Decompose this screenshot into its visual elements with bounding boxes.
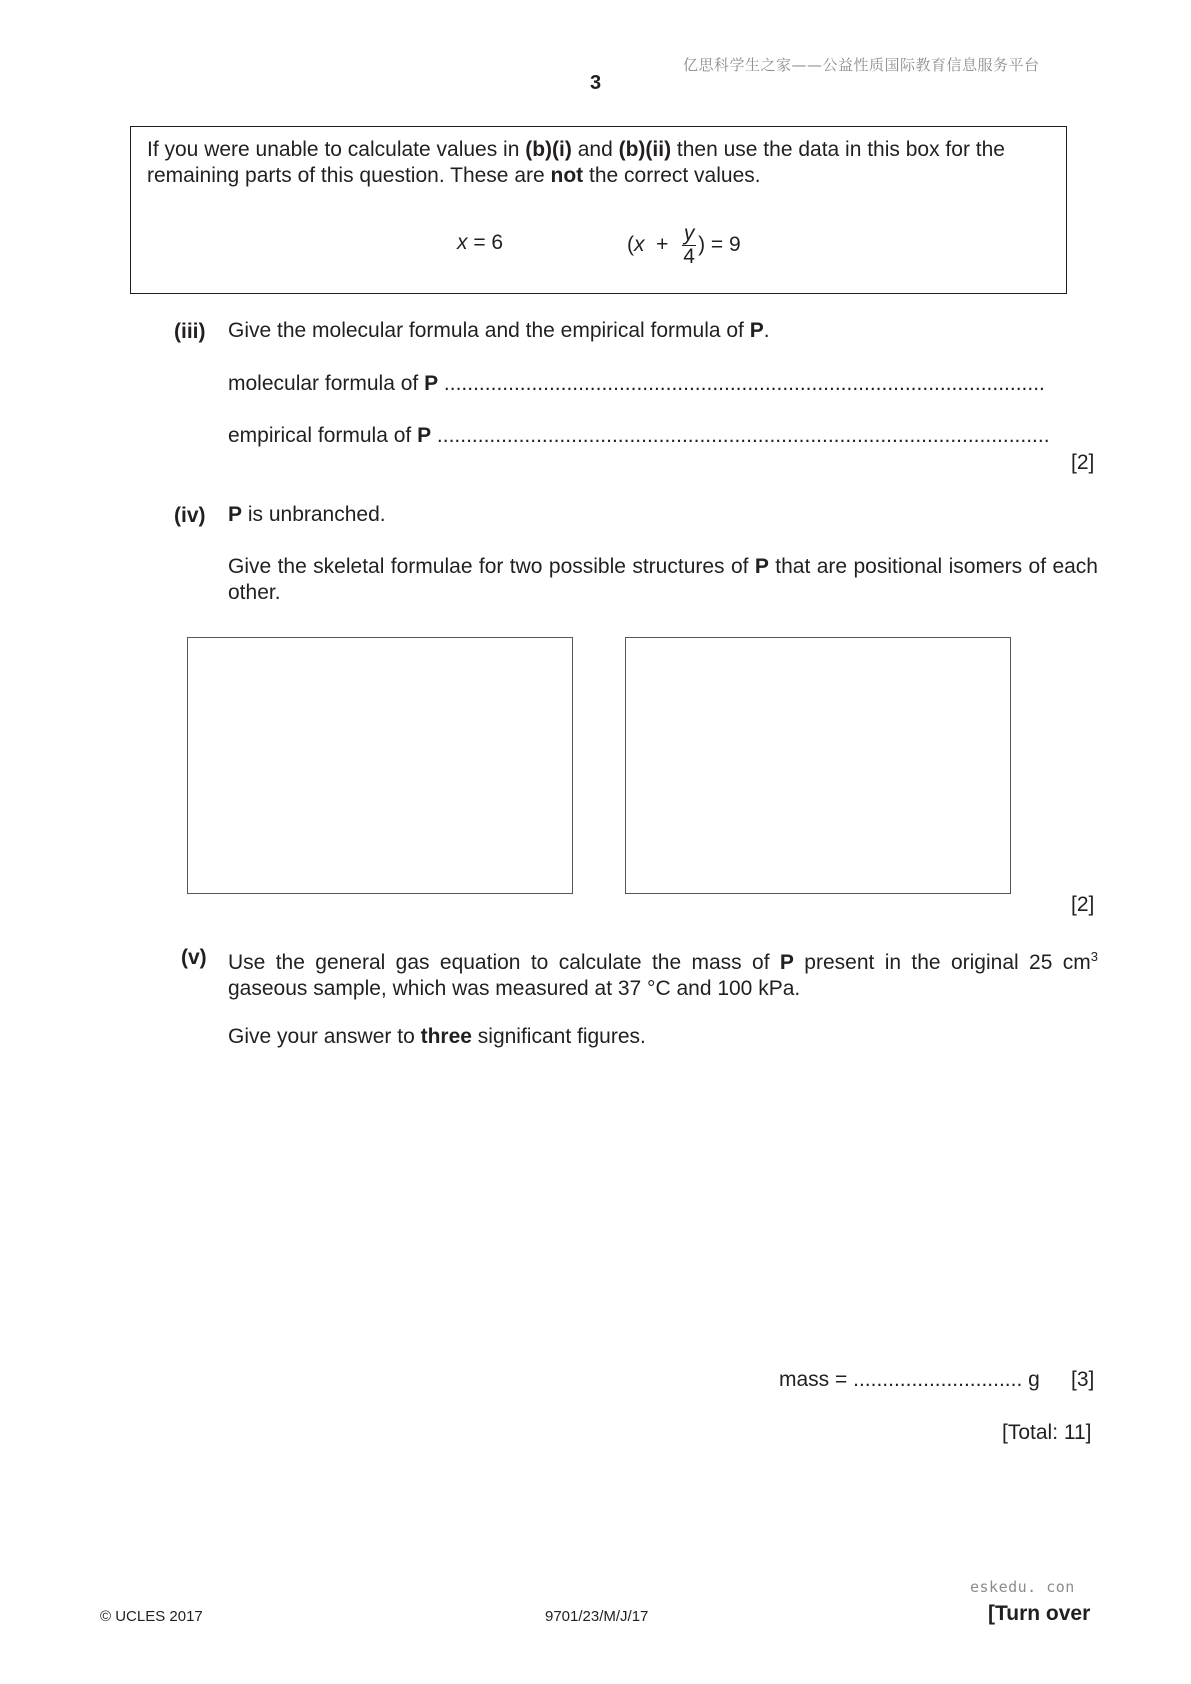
emphasis-three: three: [420, 1025, 472, 1048]
compound-p: P: [424, 372, 439, 395]
question-text: Give the molecular formula and the empirical formula of: [228, 319, 750, 342]
page-number: 3: [590, 72, 602, 94]
compound-p: P: [779, 951, 794, 974]
instruction-ref-bii: (b)(ii): [618, 138, 672, 161]
question-text-v: [228, 944, 1098, 1002]
question-statement-iv: [228, 502, 386, 528]
instruction-text: If you were unable to calculate values in: [147, 138, 526, 161]
answer-dots: .........................................................................................................: [431, 424, 1050, 447]
data-box-instructions: [147, 137, 1052, 189]
variable-x: x: [634, 233, 645, 256]
question-text-iii: [228, 318, 770, 344]
empirical-formula-answer-line[interactable]: [228, 424, 1096, 448]
fraction-numerator: y: [683, 221, 695, 245]
equation-value: ) = 9: [698, 233, 741, 256]
paper-code: 9701/23/M/J/17: [545, 1608, 649, 1625]
equation-plus: +: [644, 233, 681, 256]
equation-paren: (: [627, 233, 634, 256]
marks-v: [3]: [1071, 1368, 1095, 1391]
instruction-text: and: [571, 138, 619, 161]
question-text: Give your answer to: [228, 1025, 421, 1048]
variable-x: x: [457, 231, 468, 254]
fraction-denominator: 4: [683, 244, 695, 268]
skeletal-formula-box-1[interactable]: [187, 637, 573, 894]
answer-label: molecular formula of: [228, 372, 425, 395]
answer-label: empirical formula of: [228, 424, 418, 447]
marks-iv: [2]: [1071, 893, 1095, 916]
question-text: present in the original 25 cm: [793, 951, 1091, 974]
molecular-formula-answer-line[interactable]: [228, 372, 1096, 396]
equation-xy-value: [627, 217, 741, 273]
compound-p: P: [754, 555, 769, 578]
instruction-text: the correct values.: [583, 164, 761, 187]
total-marks: [Total: 11]: [1002, 1421, 1092, 1444]
question-label-iv: (iv): [174, 504, 206, 527]
question-text: significant figures.: [471, 1025, 646, 1048]
question-label-iii: (iii): [174, 320, 206, 343]
sig-fig-instruction: [228, 1024, 646, 1050]
instruction-emphasis: not: [550, 164, 584, 187]
compound-p: P: [417, 424, 432, 447]
watermark-footer: eskedu. con: [970, 1578, 1075, 1596]
skeletal-formula-box-2[interactable]: [625, 637, 1011, 894]
equation-value: = 6: [467, 231, 504, 254]
fraction-y-over-4: [682, 223, 696, 268]
question-text: gaseous sample, which was measured at 37 °C and 100 kPa.: [228, 977, 801, 1000]
instruction-ref-bi: (b)(i): [525, 138, 572, 161]
marks-iii: [2]: [1071, 451, 1095, 474]
question-text: Use the general gas equation to calculate the mass of: [228, 951, 780, 974]
superscript-3: 3: [1090, 949, 1098, 964]
compound-p: P: [228, 503, 243, 526]
mass-answer-line[interactable]: mass = ............................. g: [779, 1368, 1040, 1391]
question-text: Give the skeletal formulae for two possible structures of: [228, 555, 755, 578]
alternative-data-box: [130, 126, 1067, 294]
question-text: .: [763, 319, 770, 342]
watermark-header: 亿思科学生之家——公益性质国际教育信息服务平台: [683, 56, 1040, 74]
instruction-text: then use the data in this box for the remaining parts of this question. These are: [147, 138, 1005, 187]
compound-p: P: [749, 319, 764, 342]
question-text-iv: [228, 554, 1098, 606]
question-label-v: (v): [181, 946, 207, 969]
question-text: that are positional isomers of each other.: [228, 555, 1098, 604]
answer-dots: .......................................................................................................: [438, 372, 1045, 395]
question-text: is unbranched.: [242, 503, 386, 526]
turn-over-notice: [Turn over: [988, 1602, 1091, 1625]
copyright-notice: © UCLES 2017: [100, 1608, 203, 1625]
equation-x-value: [457, 231, 503, 255]
